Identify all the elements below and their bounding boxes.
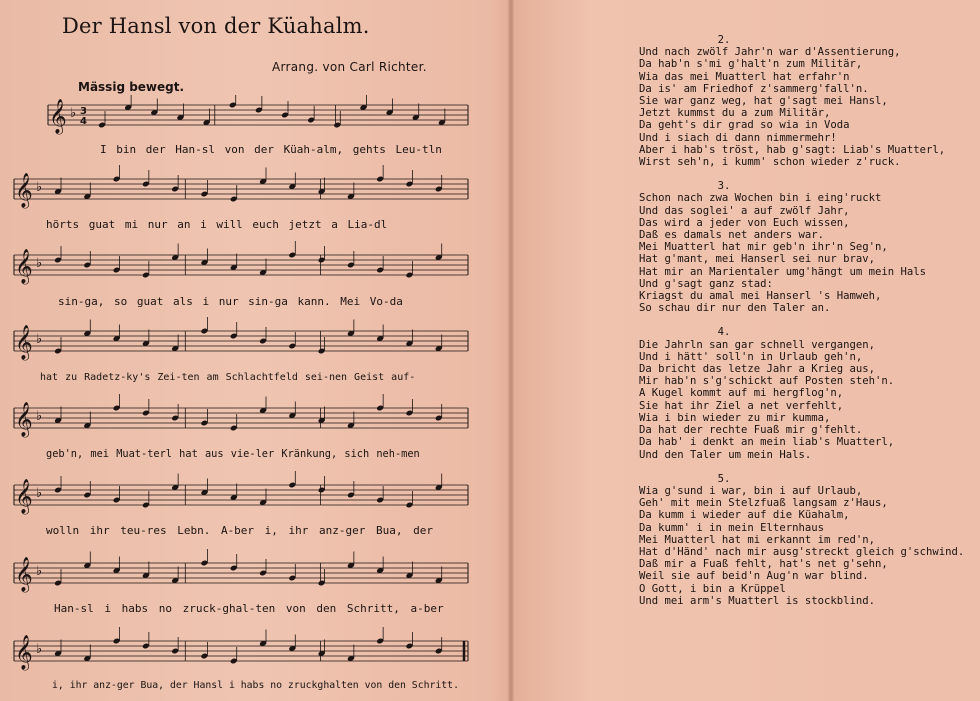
verse-line: Da hab' i denkt an mein liab's Muatterl, <box>639 436 895 449</box>
verse-line: Und das soglei' a auf zwölf Jahr, <box>639 204 850 217</box>
verse-number: 5. <box>717 472 731 485</box>
svg-text:♭: ♭ <box>36 642 43 657</box>
verse-line: Da kumm i wieder auf die Küahalm, <box>639 509 850 522</box>
verse-2 <box>639 34 964 168</box>
verse-line: Die Jahrln san gar schnell vergangen, <box>639 338 875 351</box>
lyric-line-7: Han-sl i habs no zruck-ghal-ten von den Schritt, a-ber <box>54 602 444 615</box>
verse-line: Wirst seh'n, i kumm' schon wieder z'ruck. <box>639 156 901 169</box>
verse-line: Da is' am Friedhof z'sammerg'fall'n. <box>639 82 869 95</box>
verse-line: Sie war ganz weg, hat g'sagt mei Hansl, <box>639 95 888 108</box>
verses-column <box>639 34 964 619</box>
verse-line: Weil sie auf beid'n Aug'n war blind. <box>639 570 869 583</box>
verse-4 <box>639 326 964 460</box>
arranger-credit: Arrang. von Carl Richter. <box>272 60 427 74</box>
svg-text:𝄞: 𝄞 <box>15 173 33 208</box>
verse-line: O Gott, i bin a Krüppel <box>639 582 786 595</box>
svg-text:♭: ♭ <box>36 332 43 347</box>
verse-line: Schon nach zwa Wochen bin i eing'ruckt <box>639 192 882 205</box>
verse-line: Wia das mei Muatterl hat erfahr'n <box>639 70 850 83</box>
verse-line: Daß mir a Fuaß fehlt, hat's net g'sehn, <box>639 558 888 571</box>
verse-line: Wia i bin wieder zu mir kumma, <box>639 411 831 424</box>
verse-line: Da hat der rechte Fuaß mir g'fehlt. <box>639 424 863 437</box>
tempo-marking: Mässig bewegt. <box>78 80 185 94</box>
verse-number: 4. <box>717 326 731 339</box>
svg-text:♭: ♭ <box>36 256 43 271</box>
verse-line: Aber i hab's tröst, hab g'sagt: Liab's Muatterl, <box>639 143 946 156</box>
svg-text:𝄞: 𝄞 <box>15 402 33 437</box>
svg-text:♭: ♭ <box>36 409 43 424</box>
lyric-line-3: sin-ga, so guat als i nur sin-ga kann. Mei Vo-da <box>58 295 403 308</box>
svg-text:4: 4 <box>80 116 87 127</box>
verse-line: Sie hat ihr Ziel a net verfehlt, <box>639 399 844 412</box>
lyric-line-1: I bin der Han-sl von der Küah-alm, gehts Leu-tln <box>100 143 442 156</box>
verse-line: Und den Taler um mein Hals. <box>639 448 812 461</box>
verse-line: Wia g'sund i war, bin i auf Urlaub, <box>639 484 863 497</box>
verse-line: Hat d'Händ' nach mir ausg'streckt gleich g'schwind. <box>639 545 965 558</box>
verse-line: Und i hätt' soll'n in Urlaub geh'n, <box>639 350 863 363</box>
verse-number: 2. <box>717 34 731 46</box>
lyric-line-6: wolln ihr teu-res Lebn. A-ber i, ihr anz-ger Bua, der <box>46 524 433 537</box>
svg-text:𝄞: 𝄞 <box>15 479 33 514</box>
svg-text:𝄞: 𝄞 <box>15 249 33 284</box>
verse-line: So schau dir nur den Taler an. <box>639 302 831 315</box>
verse-line: Mir hab'n s'g'schickt auf Posten steh'n. <box>639 375 895 388</box>
verse-line: Daß es damals net anders war. <box>639 229 824 242</box>
verse-3 <box>639 180 964 314</box>
verse-line: Jetzt kummst du a zum Militär, <box>639 107 831 120</box>
lyric-line-5: geb'n, mei Muat-terl hat aus vie-ler Kränkung, sich neh-men <box>46 448 420 460</box>
verse-number: 3. <box>717 180 731 193</box>
svg-text:3: 3 <box>80 106 87 117</box>
verse-line: Da bricht das letze Jahr a Krieg aus, <box>639 363 875 376</box>
verse-5 <box>639 473 964 607</box>
svg-text:𝄞: 𝄞 <box>15 557 33 592</box>
verse-line: A Kugel kommt auf mi hergflog'n, <box>639 387 844 400</box>
svg-text:♭: ♭ <box>70 106 77 121</box>
verse-line: Da hab'n s'mi g'halt'n zum Militär, <box>639 58 863 71</box>
verses-page <box>514 0 980 701</box>
svg-text:♭: ♭ <box>36 180 43 195</box>
lyric-line-4: hat zu Radetz-ky's Zei-ten am Schlachtfeld sei-nen Geist auf- <box>40 372 416 383</box>
verse-line: Und i siach di dann nimmermehr! <box>639 131 837 144</box>
verse-line: Und nach zwölf Jahr'n war d'Assentierung, <box>639 46 901 59</box>
verse-line: Kriagst du amal mei Hanserl 's Hamweh, <box>639 290 882 303</box>
lyric-line-2: hörts guat mi nur an i will euch jetzt a Lia-dl <box>46 218 388 231</box>
verse-line: Mei Muatterl hat mi erkannt im red'n, <box>639 533 875 546</box>
verse-line: Und g'sagt ganz stad: <box>639 277 773 290</box>
svg-text:𝄞: 𝄞 <box>15 635 33 670</box>
verse-line: Hat mir an Marientaler umg'hängt um mein Hals <box>639 265 927 278</box>
verse-line: Geh' mit mein Stelzfuaß langsam z'Haus, <box>639 497 888 510</box>
verse-line: Da kumm' i in mein Elternhaus <box>639 521 824 534</box>
svg-text:♭: ♭ <box>36 486 43 501</box>
song-title: Der Hansl von der Küahalm. <box>62 14 370 38</box>
lyric-line-8: i, ihr anz-ger Bua, der Hansl i habs no zruckghalten von den Schritt. <box>52 680 459 691</box>
verse-line: Und mei arm's Muatterl is stockblind. <box>639 594 875 607</box>
svg-text:♭: ♭ <box>36 564 43 579</box>
verse-line: Mei Muatterl hat mir geb'n ihr'n Seg'n, <box>639 241 888 254</box>
svg-text:𝄞: 𝄞 <box>15 325 33 360</box>
verse-line: Hat g'mant, mei Hanserl sei nur brav, <box>639 253 875 266</box>
svg-text:𝄞: 𝄞 <box>49 99 67 134</box>
verse-line: Da geht's dir grad so wia in Voda <box>639 119 850 132</box>
verse-line: Das wird a jeder von Euch wissen, <box>639 216 850 229</box>
